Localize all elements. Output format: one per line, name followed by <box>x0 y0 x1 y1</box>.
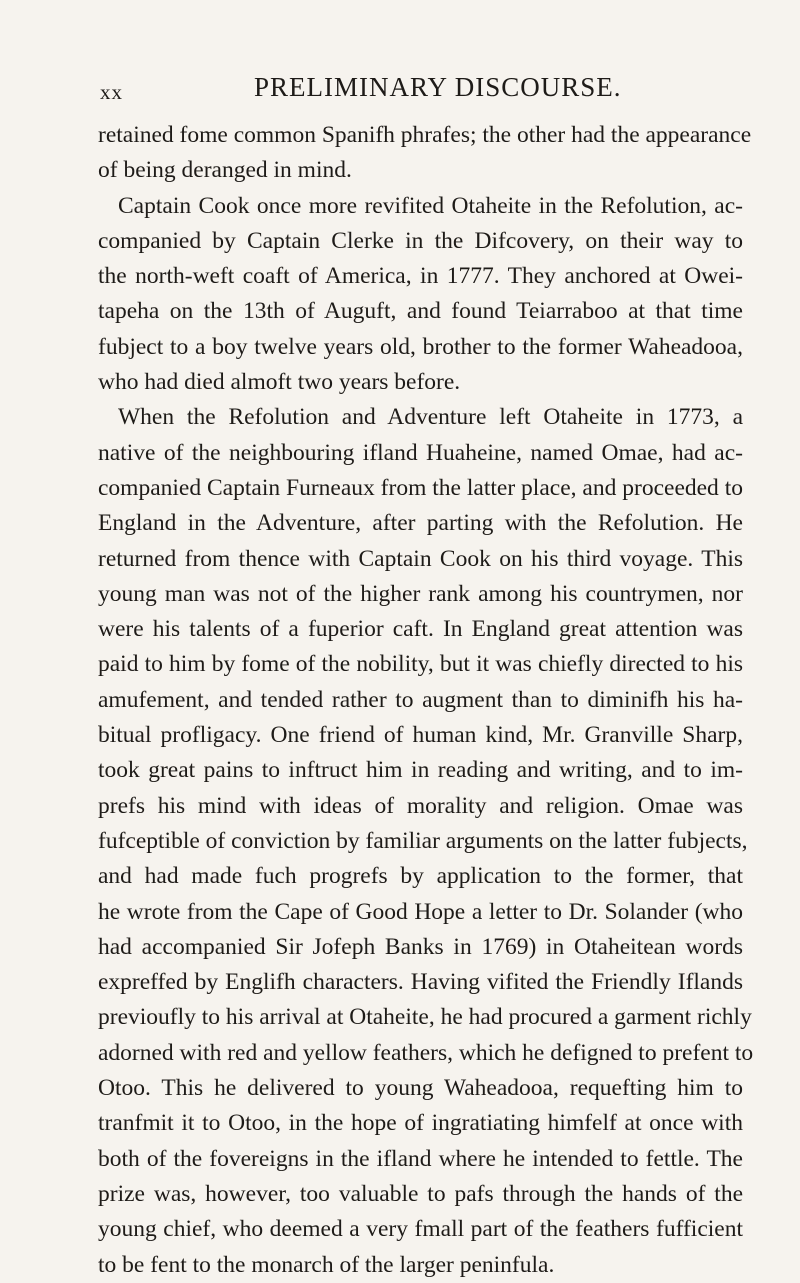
text-line: he wrote from the Cape of Good Hope a letter to Dr. Solander (who <box>98 898 743 925</box>
text-line: took great pains to inftruct him in reading and writing, and to im- <box>98 757 743 784</box>
text-line: retained fome common Spanifh phrafes; the other had the appearance <box>98 122 752 148</box>
text-line: fufceptible of conviction by familiar arguments on the latter fubjects, <box>98 827 748 854</box>
text-line: native of the neighbouring ifland Huaheine, named Omae, had ac- <box>98 439 743 466</box>
text-line: When the Refolution and Adventure left Otaheite in 1773, a <box>118 404 743 431</box>
running-head: PRELIMINARY DISCOURSE. <box>254 72 622 102</box>
text-line: companied by Captain Clerke in the Difcovery, on their way to <box>98 227 743 254</box>
text-line: tranfmit it to Otoo, in the hope of ingratiating himfelf at once with <box>98 1110 743 1137</box>
text-line: previoufly to his arrival at Otaheite, he had procured a garment richly <box>98 1004 752 1031</box>
text-line: who had died almoft two years before. <box>98 369 461 396</box>
text-line: Otoo. This he delivered to young Waheadooa, requefting him to <box>98 1075 743 1102</box>
text-line: prefs his mind with ideas of morality and religion. Omae was <box>98 792 743 819</box>
text-line: both of the fovereigns in the ifland where he intended to fettle. The <box>98 1145 743 1172</box>
page-number: xx <box>100 80 123 104</box>
page-header <box>100 72 740 112</box>
text-line: young chief, who deemed a very fmall part of the feathers fufficient <box>98 1216 743 1243</box>
text-line: expreffed by Englifh characters. Having vifited the Friendly Iflands <box>98 969 743 996</box>
text-line: were his talents of a fuperior caft. In England great attention was <box>98 616 743 643</box>
text-line: Captain Cook once more revifited Otaheite in the Refolution, ac- <box>118 192 743 219</box>
text-line: prize was, however, too valuable to pafs through the hands of the <box>98 1180 743 1207</box>
text-line: of being deranged in mind. <box>98 157 352 184</box>
body-text <box>98 118 754 1283</box>
text-line: England in the Adventure, after parting with the Refolution. He <box>98 510 743 537</box>
text-line: to be fent to the monarch of the larger peninfula. <box>98 1251 555 1278</box>
text-line: bitual profligacy. One friend of human kind, Mr. Granville Sharp, <box>98 722 743 749</box>
text-line: and had made fuch progrefs by application to the former, that <box>98 863 743 890</box>
text-line: paid to him by fome of the nobility, but it was chiefly directed to his <box>98 651 743 678</box>
text-line: the north-weft coaft of America, in 1777. They anchored at Owei- <box>98 263 743 290</box>
text-line: adorned with red and yellow feathers, which he defigned to prefent to <box>98 1039 754 1066</box>
text-line: amufement, and tended rather to augment than to diminifh his ha- <box>98 686 743 713</box>
text-line: had accompanied Sir Jofeph Banks in 1769) in Otaheitean words <box>98 933 743 960</box>
text-line: returned from thence with Captain Cook on his third voyage. This <box>98 545 743 572</box>
text-line: tapeha on the 13th of Auguft, and found Teiarraboo at that time <box>98 298 743 325</box>
text-line: fubject to a boy twelve years old, brother to the former Waheadooa, <box>98 333 743 360</box>
text-line: young man was not of the higher rank among his countrymen, nor <box>98 580 743 607</box>
text-line: companied Captain Furneaux from the latter place, and proceeded to <box>98 474 743 501</box>
